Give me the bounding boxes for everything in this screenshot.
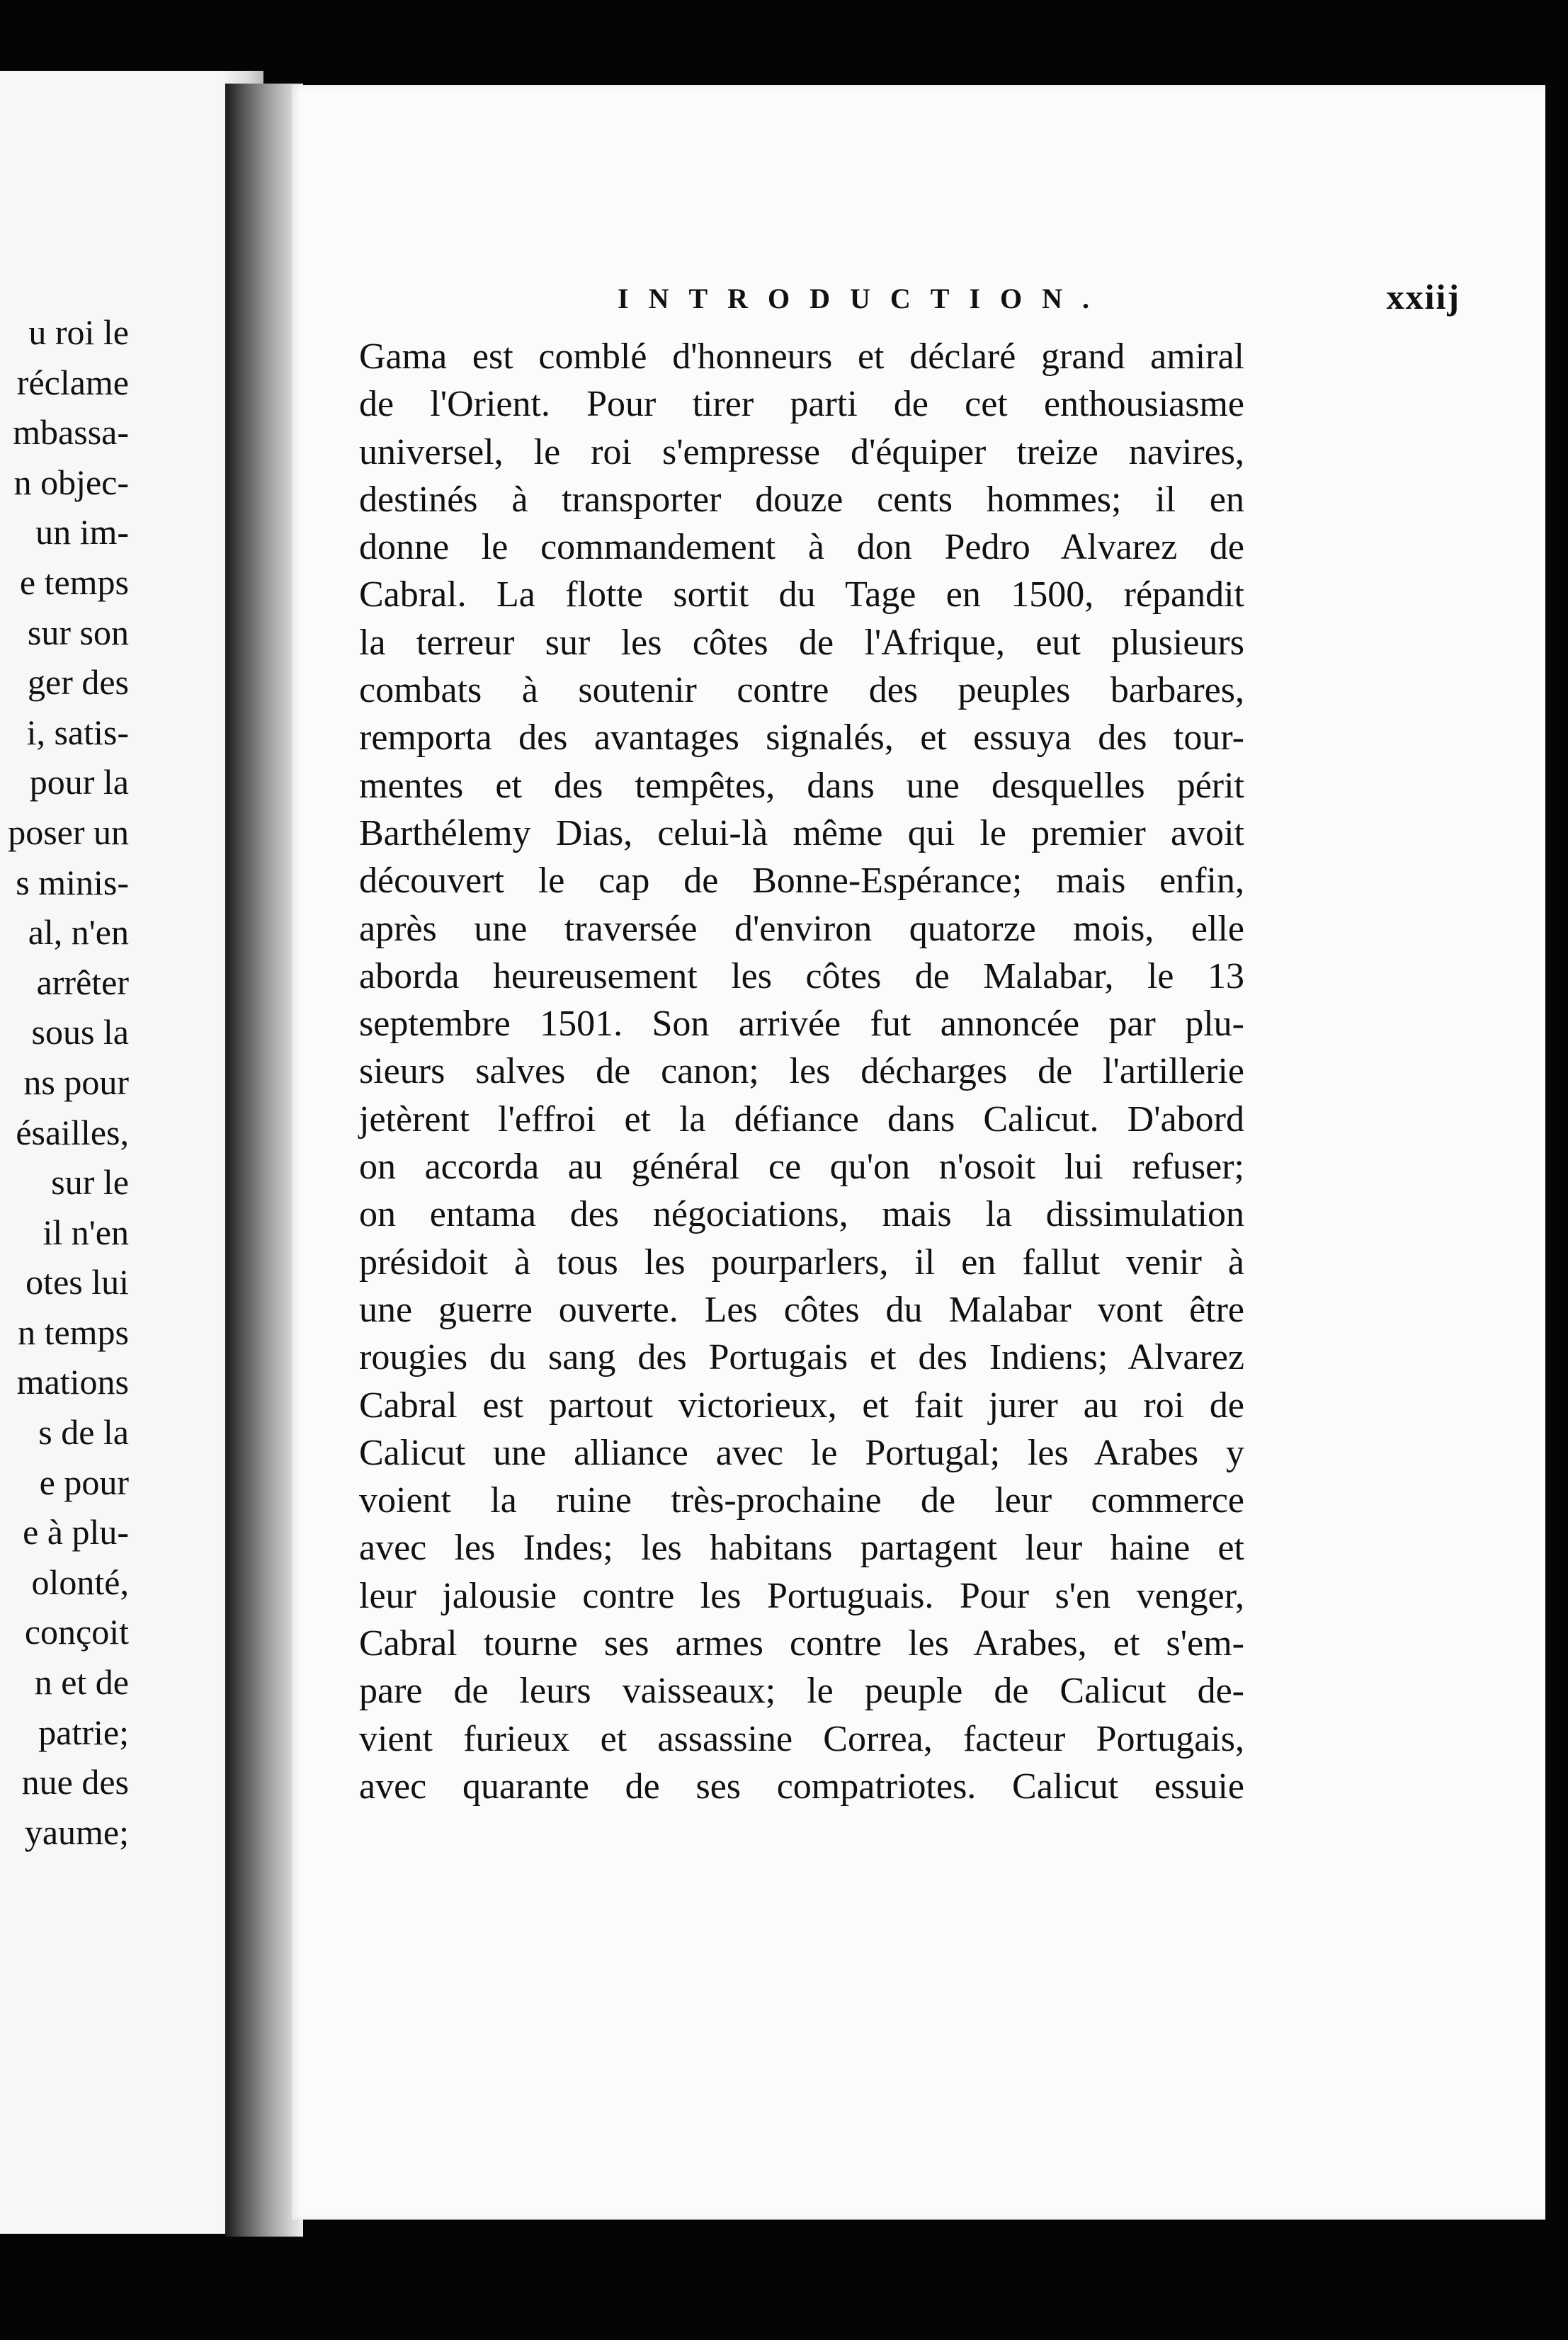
text-line: arrêter (36, 962, 129, 1002)
text-line: pare de leurs vaisseaux; le peuple de Calicut de- (359, 1671, 1244, 1712)
running-head (618, 277, 1460, 324)
text-line: leur jalousie contre les Portuguais. Pour s'en venger, (359, 1575, 1244, 1616)
text-line: ger des (28, 662, 129, 703)
previous-page-fragment (0, 71, 263, 2234)
text-line: pour la (29, 762, 129, 802)
text-line: e à plu- (23, 1512, 129, 1552)
previous-page-text (8, 307, 129, 1857)
text-line: sieurs salves de canon; les décharges de l'artillerie (359, 1051, 1244, 1092)
text-line: on accorda au général ce qu'on n'osoit lui refuser; (359, 1147, 1244, 1188)
text-line: sous la (31, 1012, 129, 1052)
text-line: ns pour (23, 1062, 129, 1102)
text-line: rougies du sang des Portugais et des Indiens; Alvarez (359, 1337, 1244, 1378)
text-line: présidoit à tous les pourparlers, il en fallut venir à (359, 1242, 1244, 1283)
text-line: e pour (39, 1462, 129, 1502)
book-page (292, 85, 1545, 2220)
page-number: xxiij (1386, 277, 1460, 317)
text-line: u roi le (28, 312, 129, 352)
text-line: voient la ruine très-prochaine de leur commerce (359, 1480, 1244, 1521)
text-line: Cabral. La flotte sortit du Tage en 1500, répandit (359, 574, 1244, 615)
text-line: sur son (27, 612, 129, 652)
text-line: après une traversée d'environ quatorze mois, elle (359, 908, 1244, 949)
text-line: ésailles, (16, 1112, 129, 1152)
text-line: avec quarante de ses compatriotes. Calicut essuie (359, 1766, 1244, 1807)
text-line: al, n'en (28, 912, 129, 953)
text-line: n objec- (13, 462, 129, 502)
text-line: jetèrent l'effroi et la défiance dans Calicut. D'abord (359, 1098, 1244, 1140)
text-line: Cabral est partout victorieux, et fait jurer au roi de (359, 1385, 1244, 1426)
text-line: mations (16, 1362, 129, 1402)
text-line: s minis- (16, 862, 129, 902)
text-line: combats à soutenir contre des peuples barbares, (359, 670, 1244, 711)
running-title: INTRODUCTION. (618, 283, 1110, 314)
text-line: de l'Orient. Pour tirer parti de cet enthousiasme (359, 384, 1244, 425)
text-line: sur le (51, 1162, 129, 1203)
text-line: septembre 1501. Son arrivée fut annoncée par plu- (359, 1004, 1244, 1045)
text-line: Calicut une alliance avec le Portugal; les Arabes y (359, 1432, 1244, 1473)
text-line: conçoit (24, 1612, 129, 1652)
text-line: i, satis- (26, 712, 129, 752)
text-line: patrie; (38, 1712, 129, 1752)
text-line: Cabral tourne ses armes contre les Arabes, et s'em- (359, 1623, 1244, 1664)
text-line: otes lui (25, 1262, 129, 1302)
text-line: il n'en (42, 1212, 129, 1252)
text-line: on entama des négociations, mais la dissimulation (359, 1194, 1244, 1235)
text-line: aborda heureusement les côtes de Malabar, le 13 (359, 955, 1244, 996)
text-line: la terreur sur les côtes de l'Afrique, eut plusieurs (359, 622, 1244, 663)
text-line: yaume; (24, 1812, 129, 1852)
text-line: mbassa- (13, 412, 129, 453)
text-line: une guerre ouverte. Les côtes du Malabar vont être (359, 1289, 1244, 1330)
text-line: Barthélemy Dias, celui-là même qui le premier avoit (359, 812, 1244, 853)
text-line: mentes et des tempêtes, dans une desquelles périt (359, 765, 1244, 806)
text-line: vient furieux et assassine Correa, facteur Portugais, (359, 1718, 1244, 1759)
text-line: destinés à transporter douze cents hommes; il en (359, 479, 1244, 520)
text-line: s de la (38, 1412, 129, 1453)
page-body-text (359, 333, 1244, 1810)
text-line: n temps (18, 1312, 129, 1352)
text-line: un im- (35, 512, 129, 552)
text-line: donne le commandement à don Pedro Alvarez de (359, 527, 1244, 568)
text-line: universel, le roi s'empresse d'équiper treize navires, (359, 431, 1244, 472)
text-line: e temps (19, 562, 129, 602)
text-line: découvert le cap de Bonne-Espérance; mais enfin, (359, 861, 1244, 902)
text-line: Gama est comblé d'honneurs et déclaré grand amiral (359, 336, 1244, 377)
text-line: réclame (16, 362, 129, 402)
text-line: poser un (8, 812, 129, 852)
text-line: remporta des avantages signalés, et essuya des tour- (359, 717, 1244, 759)
text-line: avec les Indes; les habitans partagent leur haine et (359, 1528, 1244, 1569)
text-line: olonté, (31, 1562, 129, 1602)
text-line: nue des (21, 1762, 129, 1802)
text-line: n et de (34, 1662, 129, 1703)
